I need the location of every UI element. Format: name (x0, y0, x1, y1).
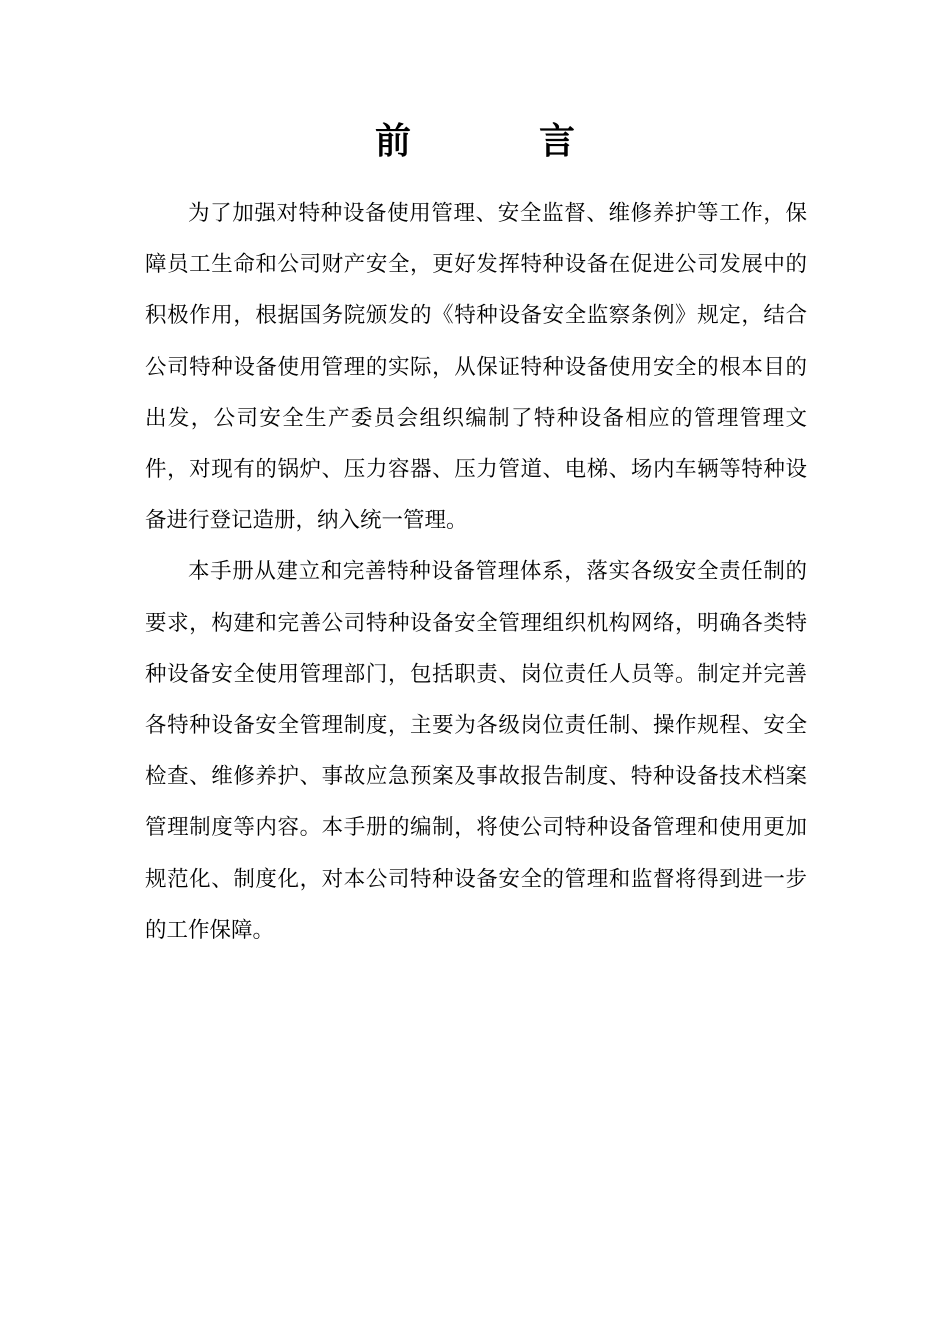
body-text (145, 188, 807, 956)
page-title: 前 言 (374, 121, 621, 162)
paragraph-1: 为了加强对特种设备使用管理、安全监督、维修养护等工作，保障员工生命和公司财产安全，更好发挥特种设备在促进公司发展中的积极作用，根据国务院颁发的《特种设备安全监察条例》规定，结合公司特种设备使用管理的实际，从保证特种设备使用安全的根本目的出发，公司安全生产委员会组织编制了特种设备相应的管理管理文件，对现有的锅炉、压力容器、压力管道、电梯、场内车辆等特种设备进行登记造册，纳入统一管理。 (145, 201, 807, 534)
paragraph-2: 本手册从建立和完善特种设备管理体系，落实各级安全责任制的要求，构建和完善公司特种设备安全管理组织机构网络，明确各类特种设备安全使用管理部门，包括职责、岗位责任人员等。制定并完善各特种设备安全管理制度，主要为各级岗位责任制、操作规程、安全检查、维修养护、事故应急预案及事故报告制度、特种设备技术档案管理制度等内容。本手册的编制，将使公司特种设备管理和使用更加规范化、制度化，对本公司特种设备安全的管理和监督将得到进一步的工作保障。 (145, 559, 807, 943)
